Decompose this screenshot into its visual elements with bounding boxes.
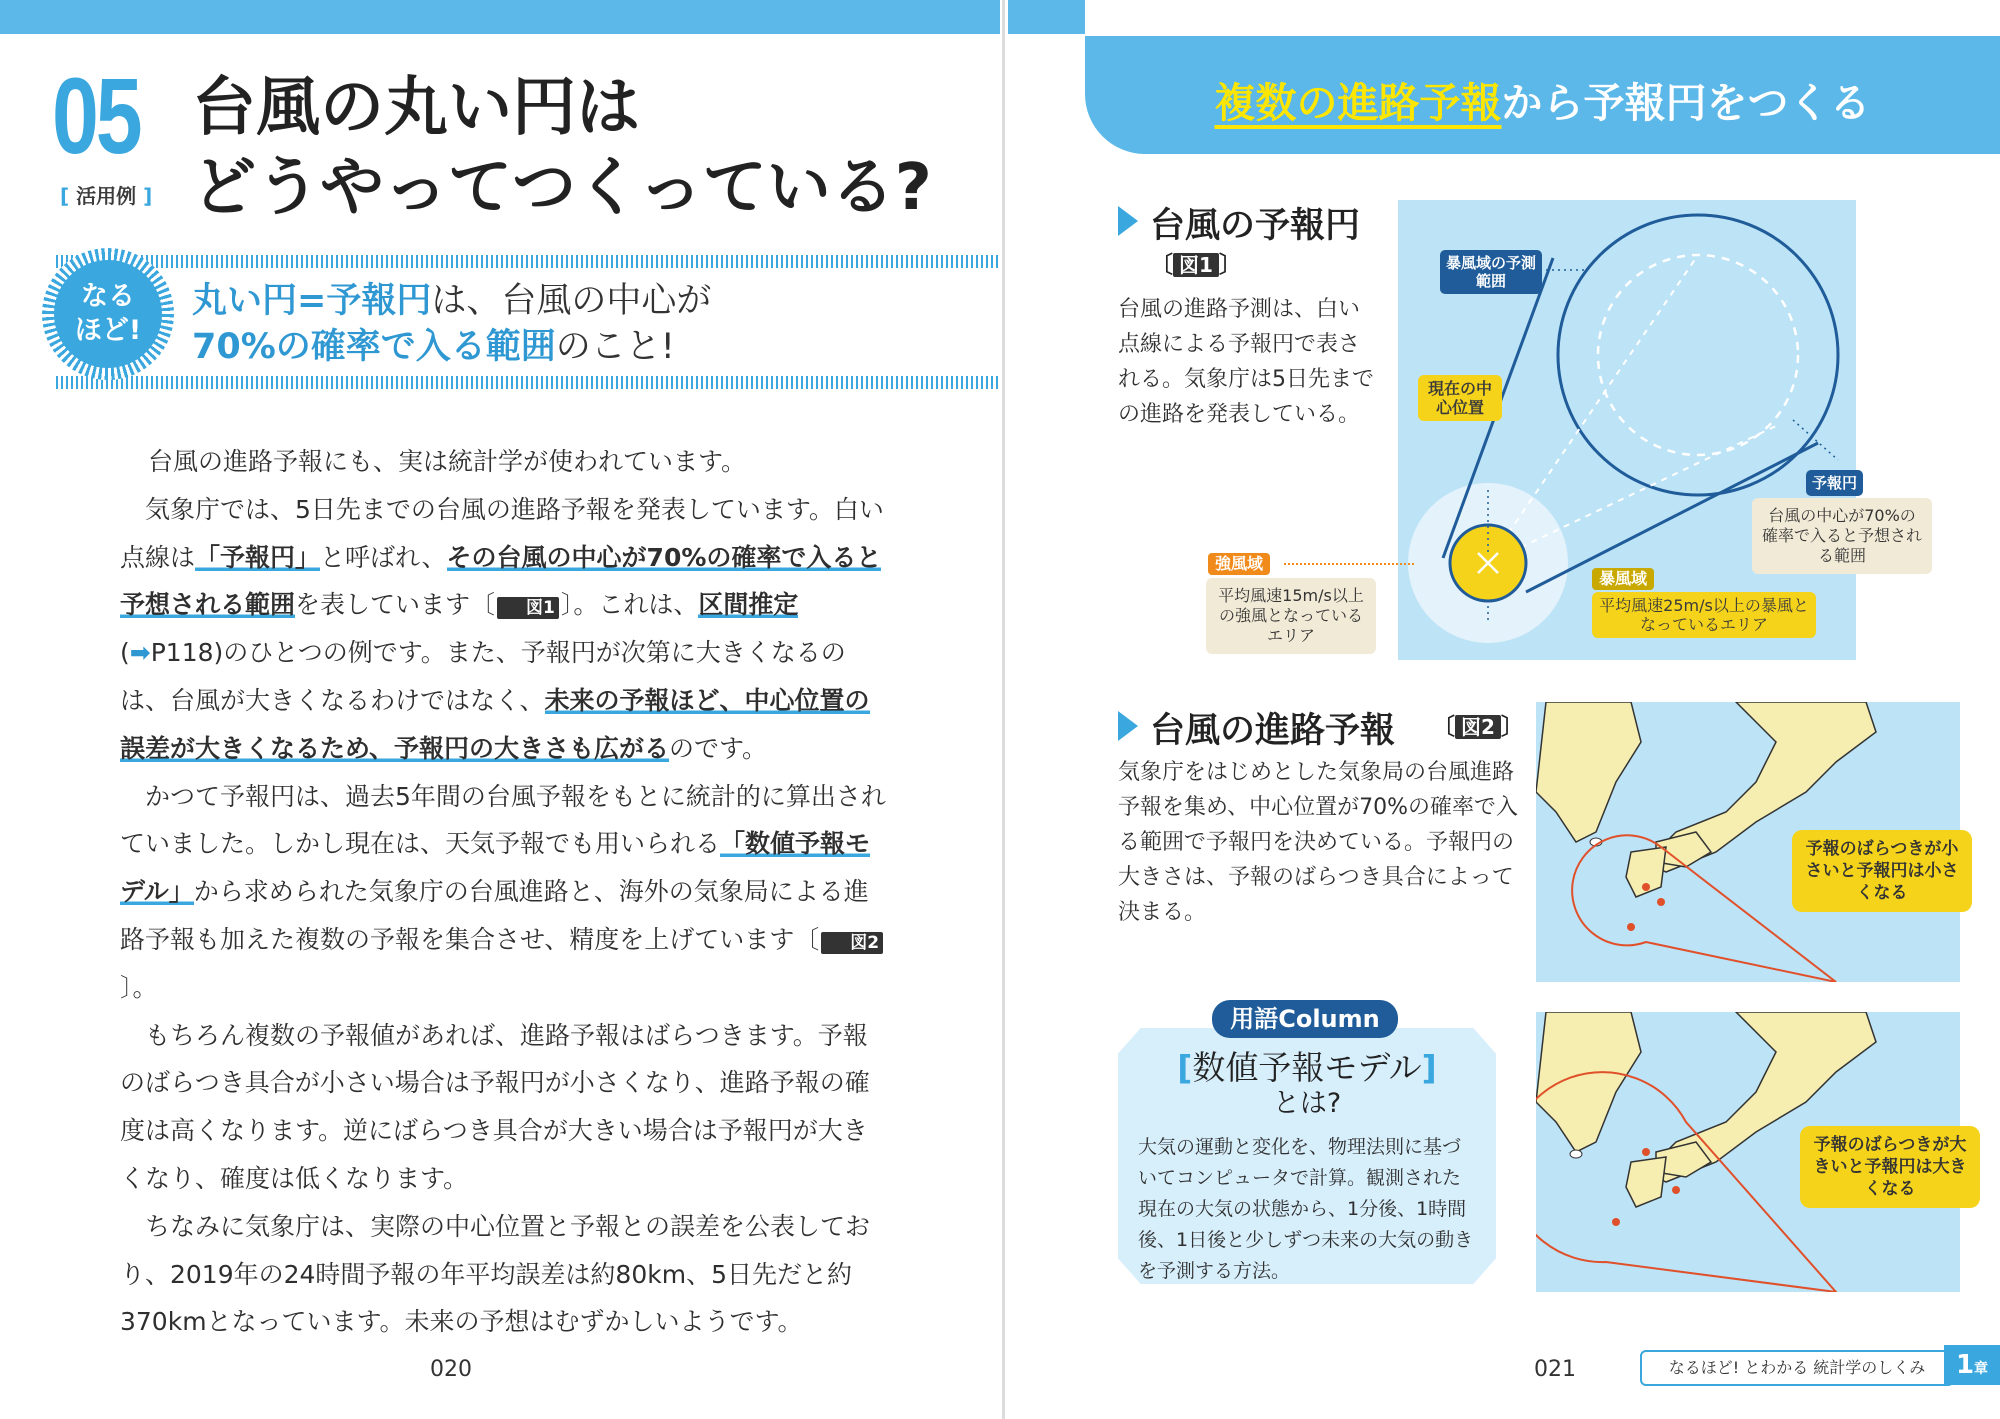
category-label: [ 活用例 ] <box>60 184 153 208</box>
fig1-tag: 〔 図1 〕 <box>1150 252 1242 278</box>
forecast-point <box>1627 923 1635 931</box>
section-marker-icon <box>1118 206 1138 236</box>
forecast-circle-tag: 予報円 <box>1806 470 1863 496</box>
fig2-heading: 台風の進路予報 <box>1150 711 1396 751</box>
top-bar-left <box>0 0 1000 34</box>
strong-wind-tag: 強風域 <box>1208 553 1270 575</box>
term-column-title: [数値予報モデル] とは? <box>1177 1048 1437 1119</box>
forecast-dash-bottom <box>1488 425 1778 563</box>
fig2-tag: 〔 図2 〕 <box>1432 714 1524 740</box>
land-korea <box>1536 702 1641 842</box>
forecast-circle-dashed <box>1598 255 1798 455</box>
storm-range-circle <box>1558 215 1838 495</box>
naruhodo-badge <box>54 260 162 368</box>
paragraph-5: ちなみに気象庁は、実際の中心位置と予報との誤差を公表しており、2019年の24時間予報の年平均誤差は約80km、5日先だと約370kmとなっています。未来の予想はむずかしいようです。 <box>120 1211 871 1337</box>
term-column-badge: 用語Column <box>1212 1000 1398 1038</box>
page-title-line2: どうやってつくっている? <box>192 151 932 225</box>
paragraph-1: 台風の進路予報にも、実は統計学が使われています。 <box>148 447 747 476</box>
page-gutter <box>1002 0 1005 1419</box>
chapter-badge: 1章 <box>1944 1345 2000 1385</box>
book-footer: なるほど! とわかる 統計学のしくみ <box>1640 1350 1954 1386</box>
forecast-point <box>1642 883 1650 891</box>
fig1-heading: 台風の予報円 <box>1150 206 1361 246</box>
strong-wind-leader <box>1284 563 1414 565</box>
term-column-body: 大気の運動と変化を、物理法則に基づいてコンピュータで計算。観測された現在の大気の状態から、1分後、1時間後、1日後と少しずつ未来の大気の動きを予測する方法。 <box>1138 1136 1474 1282</box>
map2-bubble: 予報のばらつきが大きいと予報円は大きくなる <box>1800 1126 1980 1208</box>
forecast-point <box>1612 1218 1620 1226</box>
page-number-right: 021 <box>1534 1357 1576 1382</box>
fig1-description: 台風の進路予測は、白い点線による予報円で表される。気象庁は5日先までの進路を発表している。 <box>1118 297 1374 427</box>
top-bar-notch <box>1085 0 2000 34</box>
section-marker-icon <box>1118 711 1138 741</box>
forecast-point <box>1657 898 1665 906</box>
naruhodo-line1: なる <box>81 281 135 313</box>
body-text <box>120 438 890 1346</box>
page-title-line1: 台風の丸い円は <box>192 71 640 145</box>
map1-bubble: 予報のばらつきが小さいと予報円は小さくなる <box>1792 830 1972 912</box>
arrow-icon: ➡ <box>129 638 151 668</box>
forecast-point <box>1642 1148 1650 1156</box>
section-number: 05 <box>52 55 140 176</box>
forecast-point <box>1672 1186 1680 1194</box>
island <box>1570 1150 1582 1158</box>
paragraph-3: かつて予報円は、過去5年間の台風予報をもとに統計的に算出されていました。しかし現在は、天気予報でも用いられる「数値予報モデル」から求められた気象庁の台風進路と、海外の気象局による進路予報も加えた複数の予報を集合させ、精度を上げています〔 図2〕。 <box>120 781 886 1002</box>
land-korea <box>1536 1012 1641 1152</box>
paragraph-4: もちろん複数の予報値があれば、進路予報はばらつきます。予報のばらつき具合が小さい場合は予報円が小さくなり、進路予報の確度は高くなります。逆にばらつき具合が大きい場合は予報円が大きくなり、確度は低くなります。 <box>120 1020 870 1193</box>
divider-stripe-top <box>56 255 1000 268</box>
page-number-left: 020 <box>430 1357 472 1382</box>
storm-range-label: 暴風域の予測範囲 <box>1440 250 1542 294</box>
storm-desc: 平均風速25m/s以上の暴風となっているエリア <box>1592 592 1816 638</box>
strong-wind-desc: 平均風速15m/s以上の強風となっているエリア <box>1206 578 1376 654</box>
divider-stripe-bottom <box>56 376 1000 389</box>
fig2-description: 気象庁をはじめとした気象局の台風進路予報を集め、中心位置が70%の確率で入る範囲で予報円を決めている。予報円の大きさは、予報のばらつき具合によって決まる。 <box>1118 760 1519 925</box>
land-kyushu <box>1626 1157 1666 1207</box>
naruhodo-line2: ほど! <box>74 315 142 346</box>
paragraph-2: 気象庁では、5日先までの台風の進路予報を発表しています。白い点線は「予報円」と呼ばれ、その台風の中心が70%の確率で入ると予想される範囲を表しています〔 図1 〕。これは、区間推定(➡P118)のひとつの例です。また、予報円が次第に大きくなるのは、台風が大きくなるわけではなく、未来の予報ほど、中心位置の誤差が大きくなるため、予報円の大きさも広がるのです。 <box>120 494 884 763</box>
lead-summary: 丸い円=予報円は、台風の中心が 70%の確率で入る範囲のこと! <box>192 281 712 367</box>
current-center-label: 現在の中心位置 <box>1418 375 1502 421</box>
storm-tag: 暴風域 <box>1592 568 1654 590</box>
forecast-circle-desc: 台風の中心が70%の確率で入ると予想される範囲 <box>1752 498 1932 574</box>
leader-line <box>1793 420 1838 460</box>
banner-title: 複数の進路予報から予報円をつくる <box>1214 79 1871 127</box>
